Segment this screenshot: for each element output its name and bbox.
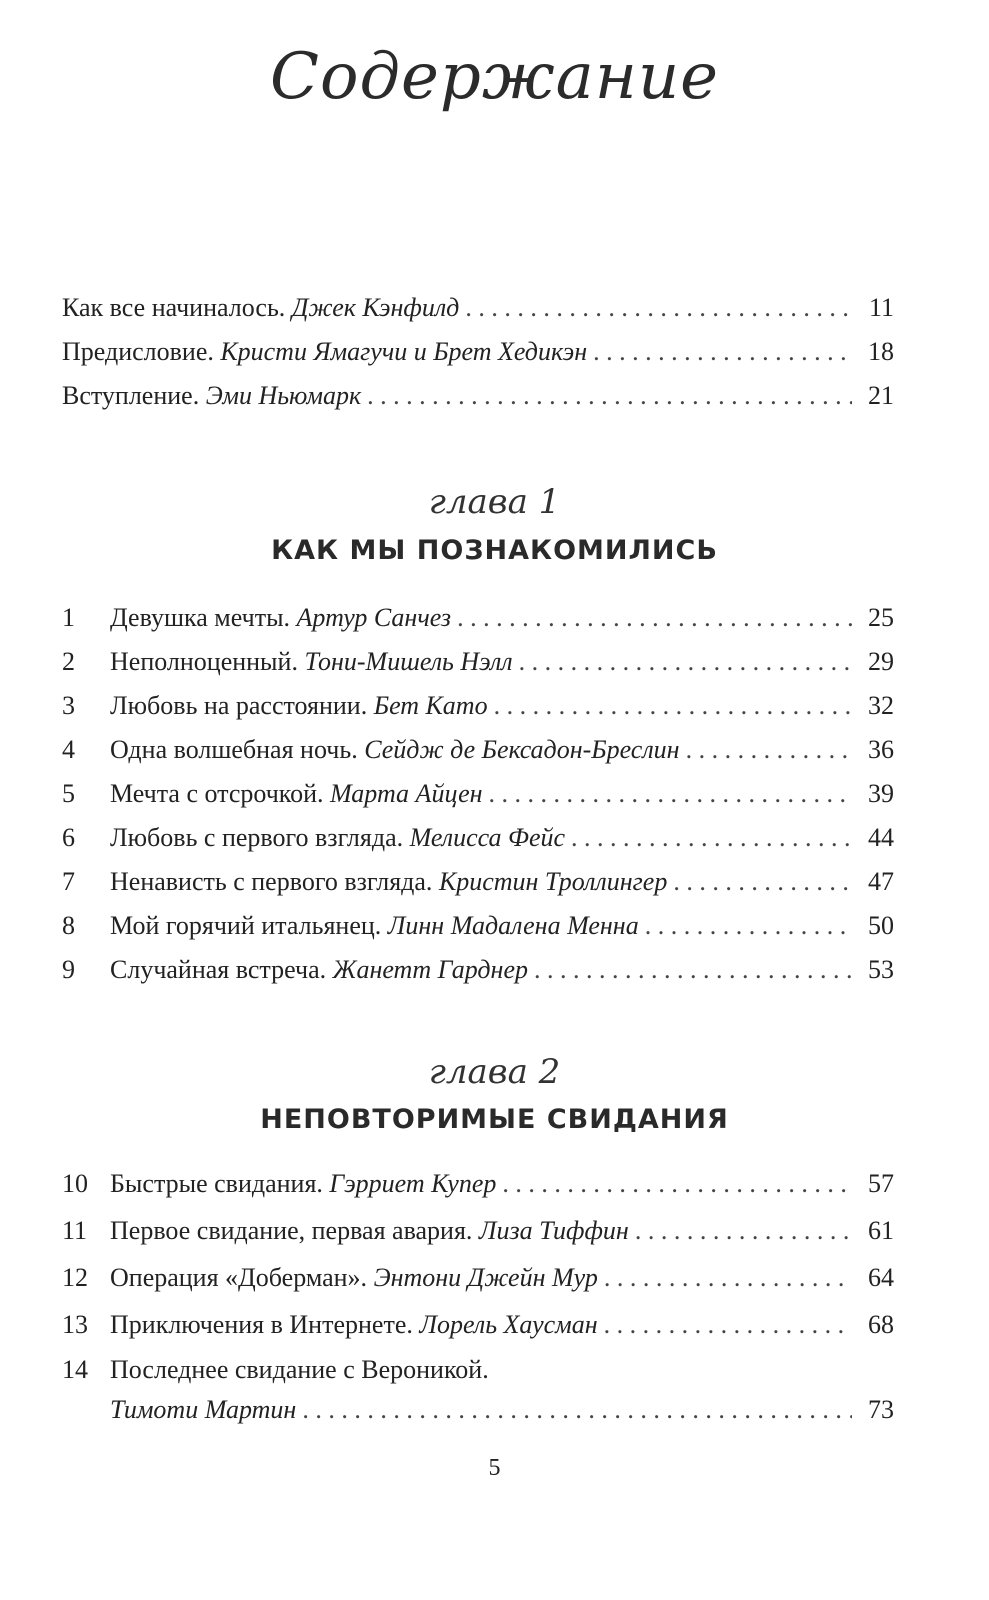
entry-author: Артур Санчез [296,603,452,632]
entry-number: 9 [62,955,75,984]
entry-title: Быстрые свидания. [110,1169,323,1198]
chapter-1-title: КАК МЫ ПОЗНАКОМИЛИСЬ [271,535,718,566]
dot-leader [302,1392,852,1428]
toc-entry[interactable] [62,330,894,374]
entry-title: Последнее свидание с Вероникой. [110,1355,489,1384]
dot-leader [635,1207,852,1254]
entry-author: Лиза Тиффин [478,1216,629,1245]
entry-author: Лорель Хаусман [419,1310,598,1339]
dot-leader [604,1301,852,1348]
entry-number: 1 [62,603,75,632]
dot-leader [593,330,852,374]
entry-page: 36 [868,735,894,764]
entry-author: Энтони Джейн Мур [373,1263,598,1292]
toc-entry[interactable] [62,816,894,860]
toc-entry[interactable] [62,1301,894,1348]
dot-leader [465,286,852,330]
entry-title: Одна волшебная ночь. [110,735,358,764]
toc-entry[interactable] [62,860,894,904]
toc-entry[interactable] [62,596,894,640]
entry-title: Приключения в Интернете. [110,1310,413,1339]
toc-entry[interactable] [62,904,894,948]
entry-number: 6 [62,823,75,852]
dot-leader [534,948,852,992]
entry-number: 10 [62,1169,88,1198]
entry-number: 14 [62,1355,88,1384]
dot-leader [673,860,852,904]
entry-page: 39 [868,779,894,808]
entry-number: 8 [62,911,75,940]
entry-page: 11 [868,293,894,322]
entry-title: Первое свидание, первая авария. [110,1216,473,1245]
dot-leader [457,596,852,640]
intro-list [62,286,894,418]
entry-author: Линн Мадалена Менна [387,911,639,940]
chapter-2-title: НЕПОВТОРИМЫЕ СВИДАНИЯ [260,1104,729,1135]
chapter-2-list [62,1160,894,1428]
dot-leader [489,772,852,816]
entry-number: 11 [62,1216,88,1245]
dot-leader [686,728,852,772]
chapter-1-label: глава 1 [428,482,561,522]
dot-leader [645,904,852,948]
toc-entry[interactable] [62,374,894,418]
entry-number: 7 [62,867,75,896]
toc-entry[interactable] [62,640,894,684]
entry-number: 4 [62,735,75,764]
entry-page: 61 [868,1216,894,1245]
entry-title: Операция «Доберман». [110,1263,368,1292]
entry-author: Гэрриет Купер [329,1169,497,1198]
entry-author: Марта Айцен [330,779,483,808]
entry-author: Тимоти Мартин [110,1395,297,1424]
entry-number: 12 [62,1263,88,1292]
toc-entry[interactable] [62,948,894,992]
dot-leader [502,1160,852,1207]
toc-entry[interactable] [62,1207,894,1254]
entry-title: Вступление. [62,381,200,410]
toc-entry[interactable] [62,1254,894,1301]
entry-page: 47 [868,867,894,896]
entry-page: 25 [868,603,894,632]
entry-page: 53 [868,955,894,984]
toc-entry[interactable] [62,286,894,330]
entry-page: 44 [868,823,894,852]
entry-author: Кристин Троллингер [438,867,668,896]
dot-leader [571,816,852,860]
entry-title: Неполноценный. [110,647,298,676]
toc-entry[interactable] [62,772,894,816]
entry-page: 73 [868,1395,894,1424]
entry-title: Случайная встреча. [110,955,327,984]
entry-page: 64 [868,1263,894,1292]
page-number: 5 [488,1455,501,1481]
entry-page: 32 [868,691,894,720]
entry-number: 5 [62,779,75,808]
entry-author: Кристи Ямагучи и Брет Хедикэн [220,337,588,366]
entry-number: 2 [62,647,75,676]
entry-title: Любовь на расстоянии. [110,691,368,720]
entry-page: 29 [868,647,894,676]
entry-page: 18 [868,337,894,366]
dot-leader [494,684,852,728]
entry-title: Девушка мечты. [110,603,291,632]
entry-author: Джек Кэнфилд [291,293,460,322]
toc-entry[interactable] [62,728,894,772]
entry-title: Любовь с первого взгляда. [110,823,404,852]
entry-author: Жанетт Гарднер [332,955,528,984]
page-title: Содержание [269,40,720,114]
toc-entry[interactable] [62,1160,894,1207]
entry-number: 13 [62,1310,88,1339]
chapter-2-label: глава 2 [428,1052,561,1092]
dot-leader [519,640,852,684]
entry-page: 21 [868,381,894,410]
entry-author: Тони-Мишель Нэлл [304,647,513,676]
entry-page: 68 [868,1310,894,1339]
entry-page: 57 [868,1169,894,1198]
entry-number: 3 [62,691,75,720]
entry-title: Ненависть с первого взгляда. [110,867,433,896]
toc-entry[interactable] [62,684,894,728]
entry-title: Мой горячий итальянец. [110,911,382,940]
dot-leader [604,1254,852,1301]
chapter-1-list [62,596,894,992]
entry-title: Мечта с отсрочкой. [110,779,324,808]
entry-author: Мелисса Фейс [409,823,566,852]
entry-title: Предисловие. [62,337,214,366]
entry-page: 50 [868,911,894,940]
dot-leader [367,374,852,418]
entry-author: Эми Ньюмарк [205,381,362,410]
entry-author: Бет Като [373,691,488,720]
toc-entry[interactable] [62,1348,894,1428]
entry-title: Как все начиналось. [62,293,286,322]
entry-author: Сейдж де Бексадон-Бреслин [364,735,680,764]
